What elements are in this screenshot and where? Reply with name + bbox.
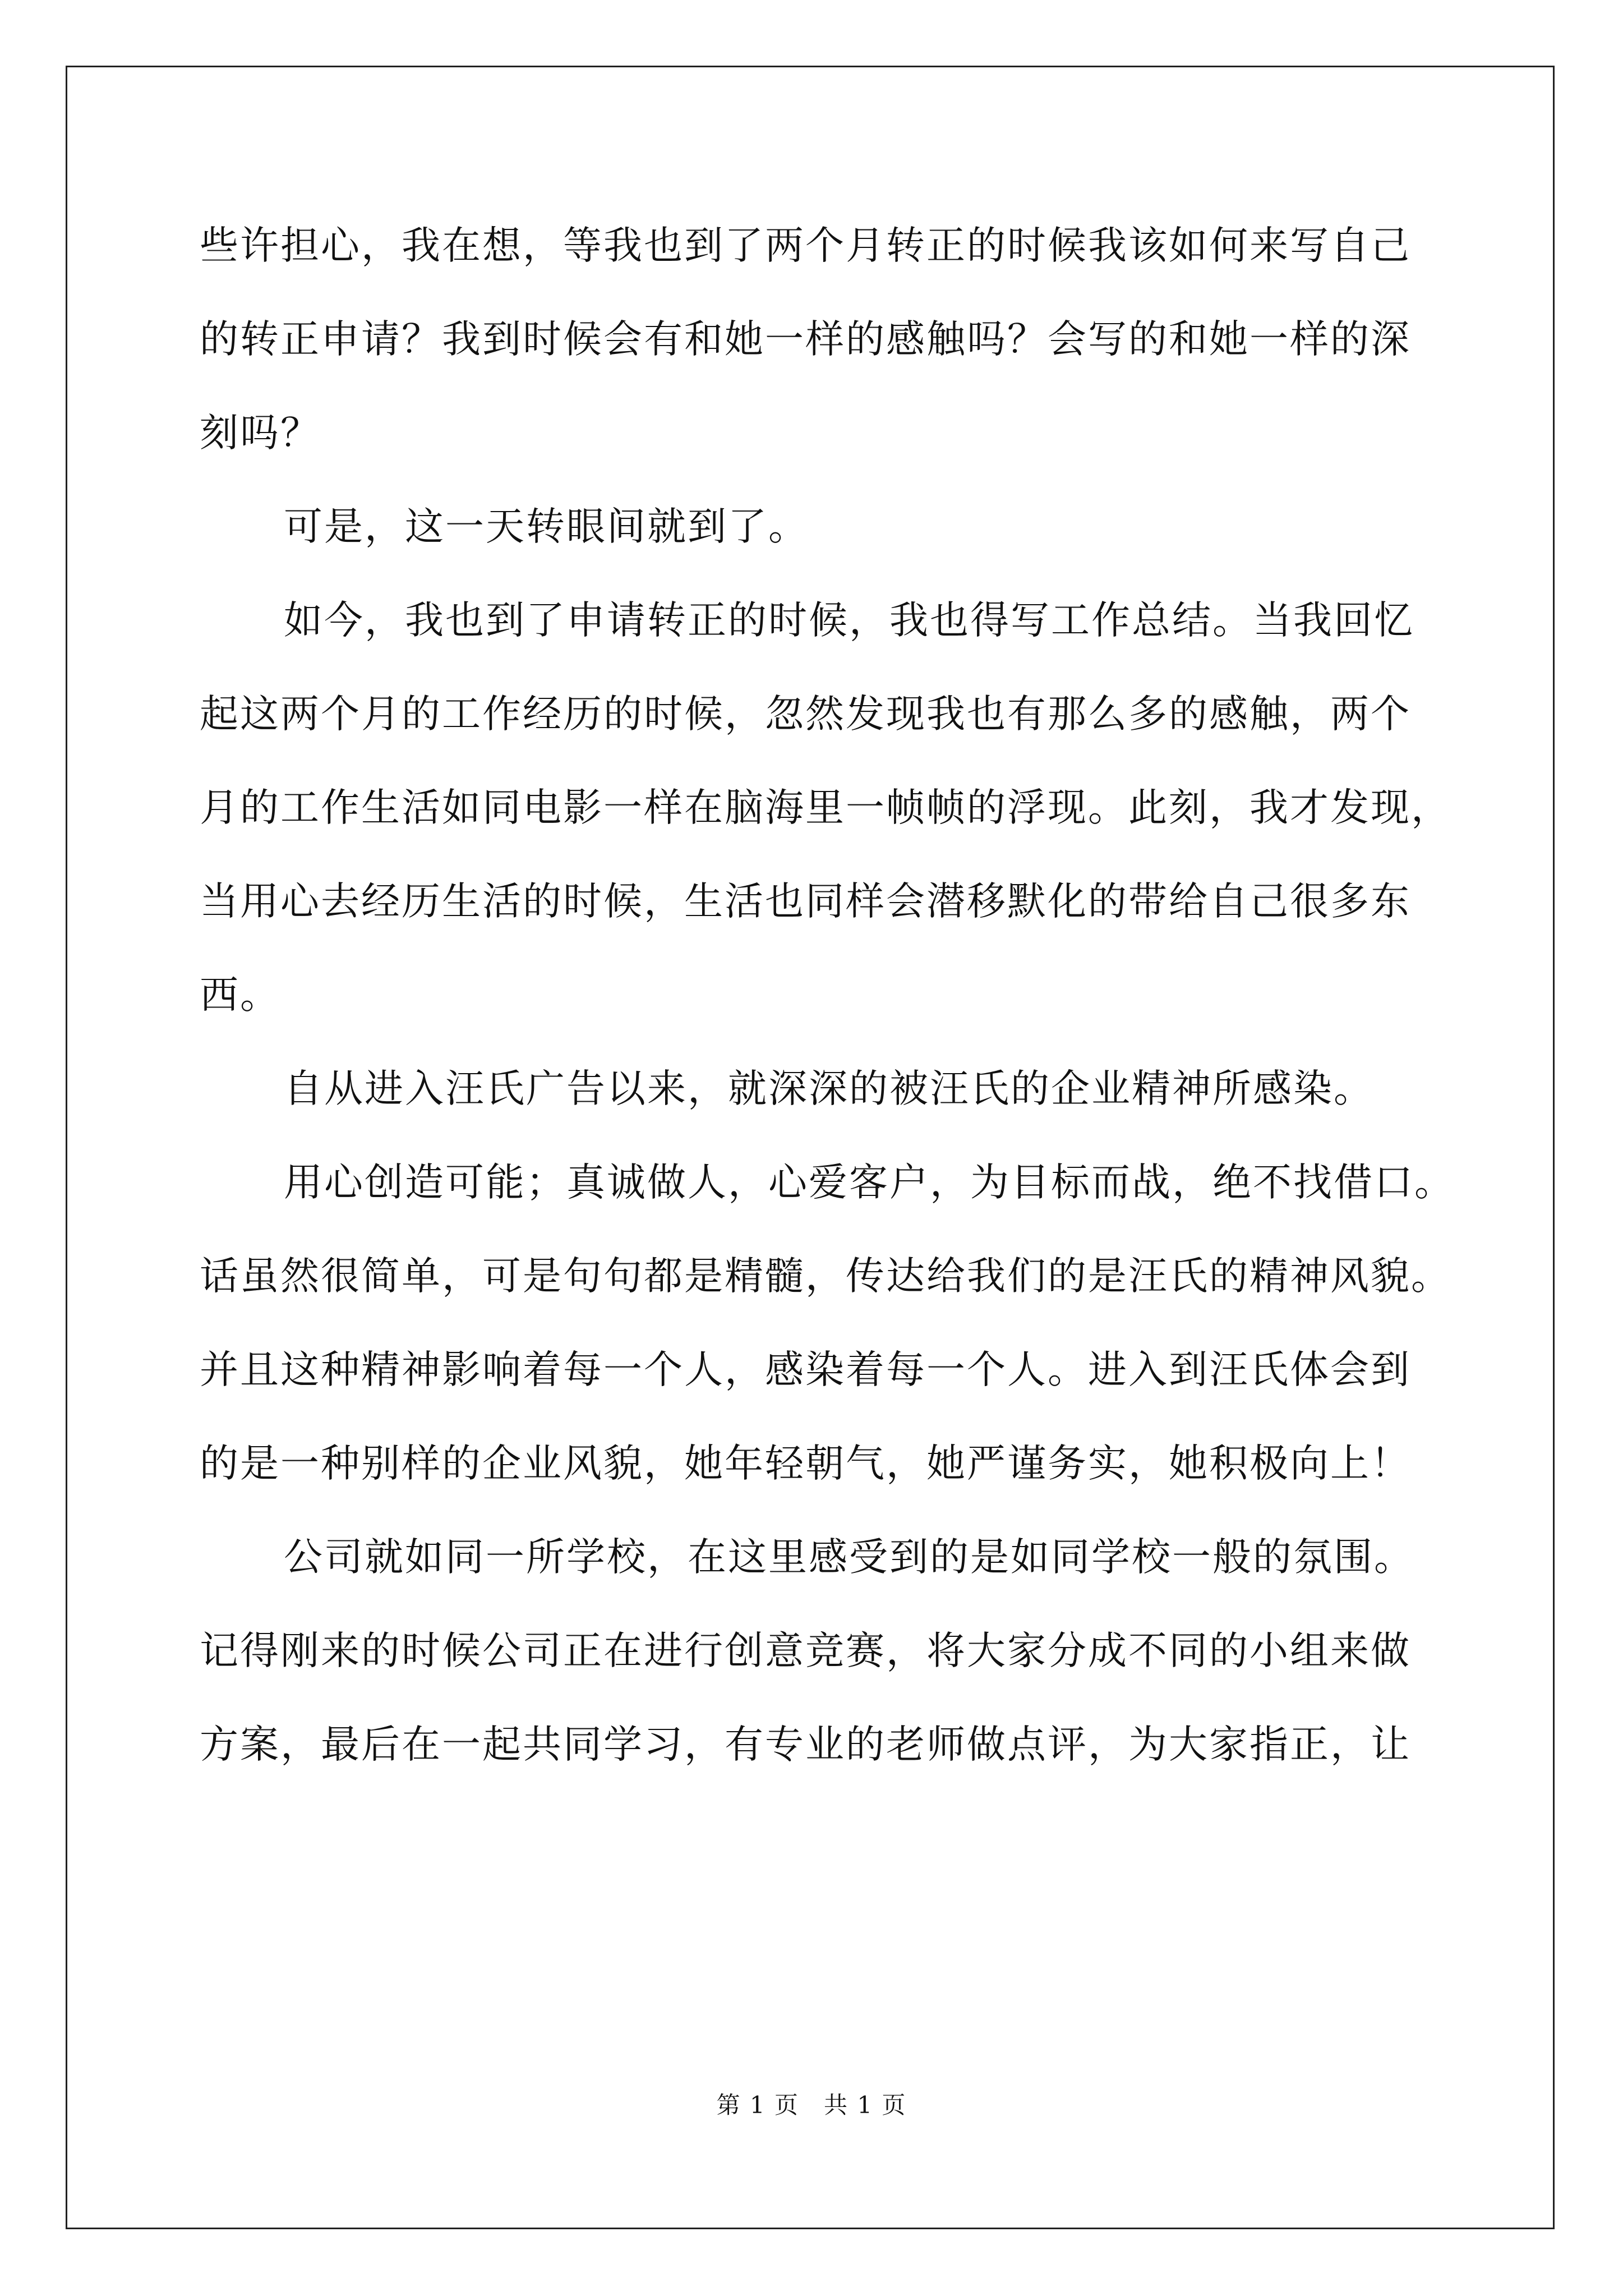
text-line: 些许担心，我在想，等我也到了两个月转正的时候我该如何来写自己 [200, 223, 1411, 268]
paragraph-start-line: 公司就如同一所学校，在这里感受到的是如同学校一般的氛围。 [284, 1535, 1414, 1580]
page-number-footer: 第 1 页 共 1 页 [716, 2091, 907, 2119]
document-body [200, 199, 1455, 1792]
paragraph-start-line: 如今，我也到了申请转正的时候，我也得写工作总结。当我回忆 [284, 598, 1414, 643]
text-line: 话虽然很简单，可是句句都是精髓，传达给我们的是汪氏的精神风貌。 [200, 1254, 1451, 1299]
text-line: 并且这种精神影响着每一个人，感染着每一个人。进入到汪氏体会到 [200, 1347, 1411, 1392]
paragraph-start-line: 用心创造可能；真诚做人，心爱客户，为目标而战，绝不找借口。 [284, 1160, 1455, 1205]
paragraph-start-line: 自从进入汪氏广告以来，就深深的被汪氏的企业精神所感染。 [284, 1066, 1374, 1111]
text-line: 的转正申请？我到时候会有和她一样的感触吗？会写的和她一样的深 [200, 317, 1411, 362]
text-line: 起这两个月的工作经历的时候，忽然发现我也有那么多的感触，两个 [200, 692, 1411, 737]
text-line: 记得刚来的时候公司正在进行创意竞赛，将大家分成不同的小组来做 [200, 1628, 1411, 1673]
text-line: 西。 [200, 973, 280, 1018]
text-line: 的是一种别样的企业风貌，她年轻朝气，她严谨务实，她积极向上！ [200, 1441, 1411, 1486]
text-line: 方案，最后在一起共同学习，有专业的老师做点评，为大家指正，让 [200, 1722, 1411, 1767]
text-line: 当用心去经历生活的时候，生活也同样会潜移默化的带给自己很多东 [200, 879, 1411, 924]
text-line: 刻吗？ [200, 411, 321, 455]
paragraph-start-line: 可是，这一天转眼间就到了。 [284, 504, 809, 549]
text-line: 月的工作生活如同电影一样在脑海里一帧帧的浮现。此刻，我才发现， [200, 785, 1451, 830]
